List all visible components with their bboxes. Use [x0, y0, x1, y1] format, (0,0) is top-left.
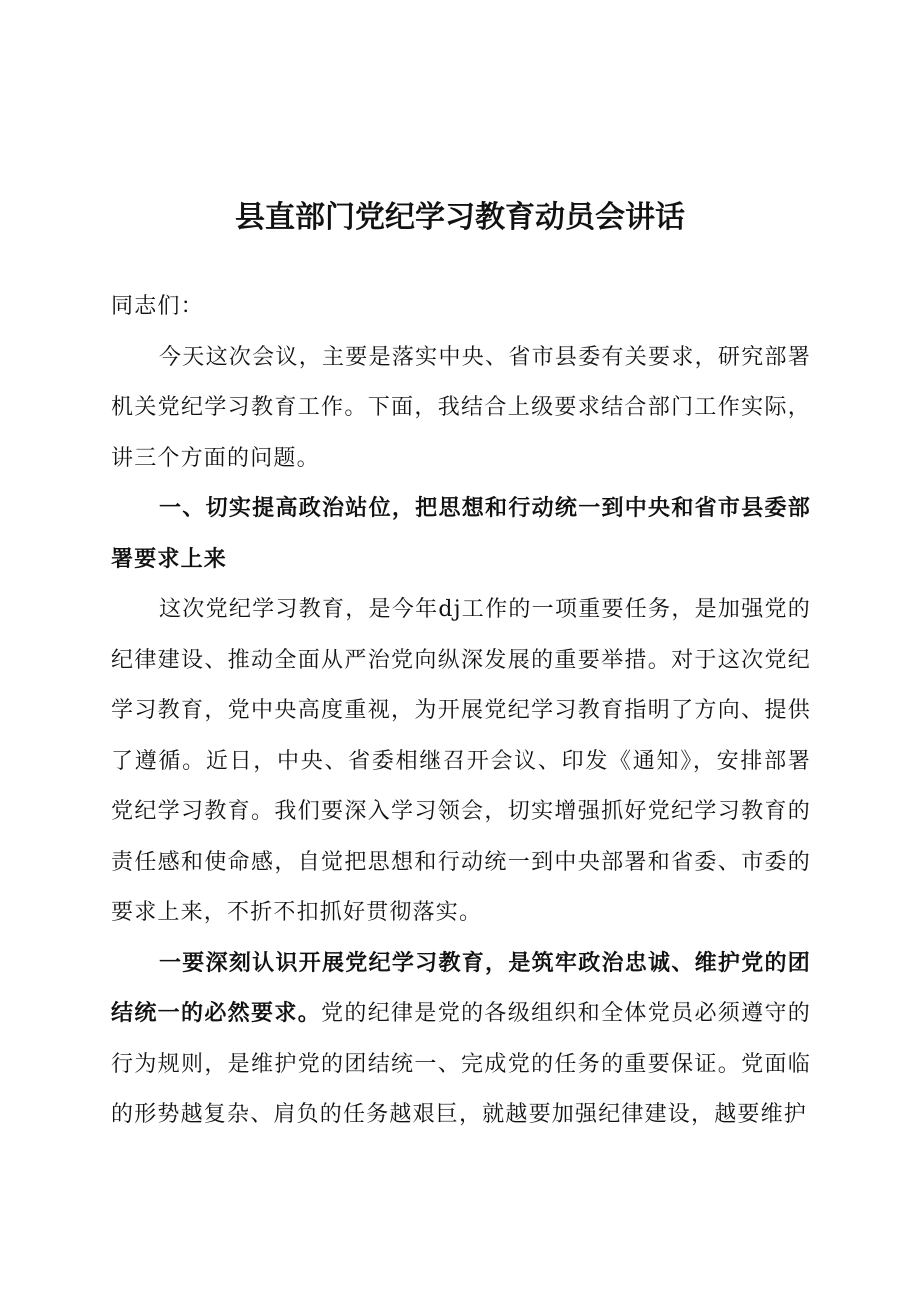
- section-1-heading: 一、切实提高政治站位，把思想和行动统一到中央和省市县委部署要求上来: [111, 496, 811, 572]
- section-1-paragraph: 这次党纪学习教育，是今年dj工作的一项重要任务，是加强党的纪律建设、推动全面从严治党向纵深发展的重要举措。对于这次党纪学习教育，党中央高度重视，为开展党纪学习教育指明了方向、提供了遵循。近日，中央、省委相继召开会议、印发《通知》，安排部署党纪学习教育。我们要深入学习领会，切实增强抓好党纪学习教育的责任感和使命感，自觉把思想和行动统一到中央部署和省委、市委的要求上来，不折不扣抓好贯彻落实。: [111, 597, 811, 925]
- salutation: 同志们：: [111, 294, 204, 319]
- point-1-paragraph: [111, 939, 811, 1141]
- document-body: [111, 282, 811, 1141]
- point-1-text: 党的纪律是党的各级组织和全体党员必须遵守的行为规则，是维护党的团结统一、完成党的任务的重要保证。党面临的形势越复杂、肩负的任务越艰巨，就越要加强纪律建设，越要维护: [111, 1001, 811, 1127]
- document-title: 县直部门党纪学习教育动员会讲话: [235, 200, 685, 235]
- point-1-lead: 一要深刻认识开展党纪学习教育，是筑牢政治忠诚、维护党的团结统一的必然要求。: [111, 950, 811, 1026]
- intro-paragraph: 今天这次会议，主要是落实中央、省市县委有关要求，研究部署机关党纪学习教育工作。下面，我结合上级要求结合部门工作实际，讲三个方面的问题。: [111, 344, 811, 471]
